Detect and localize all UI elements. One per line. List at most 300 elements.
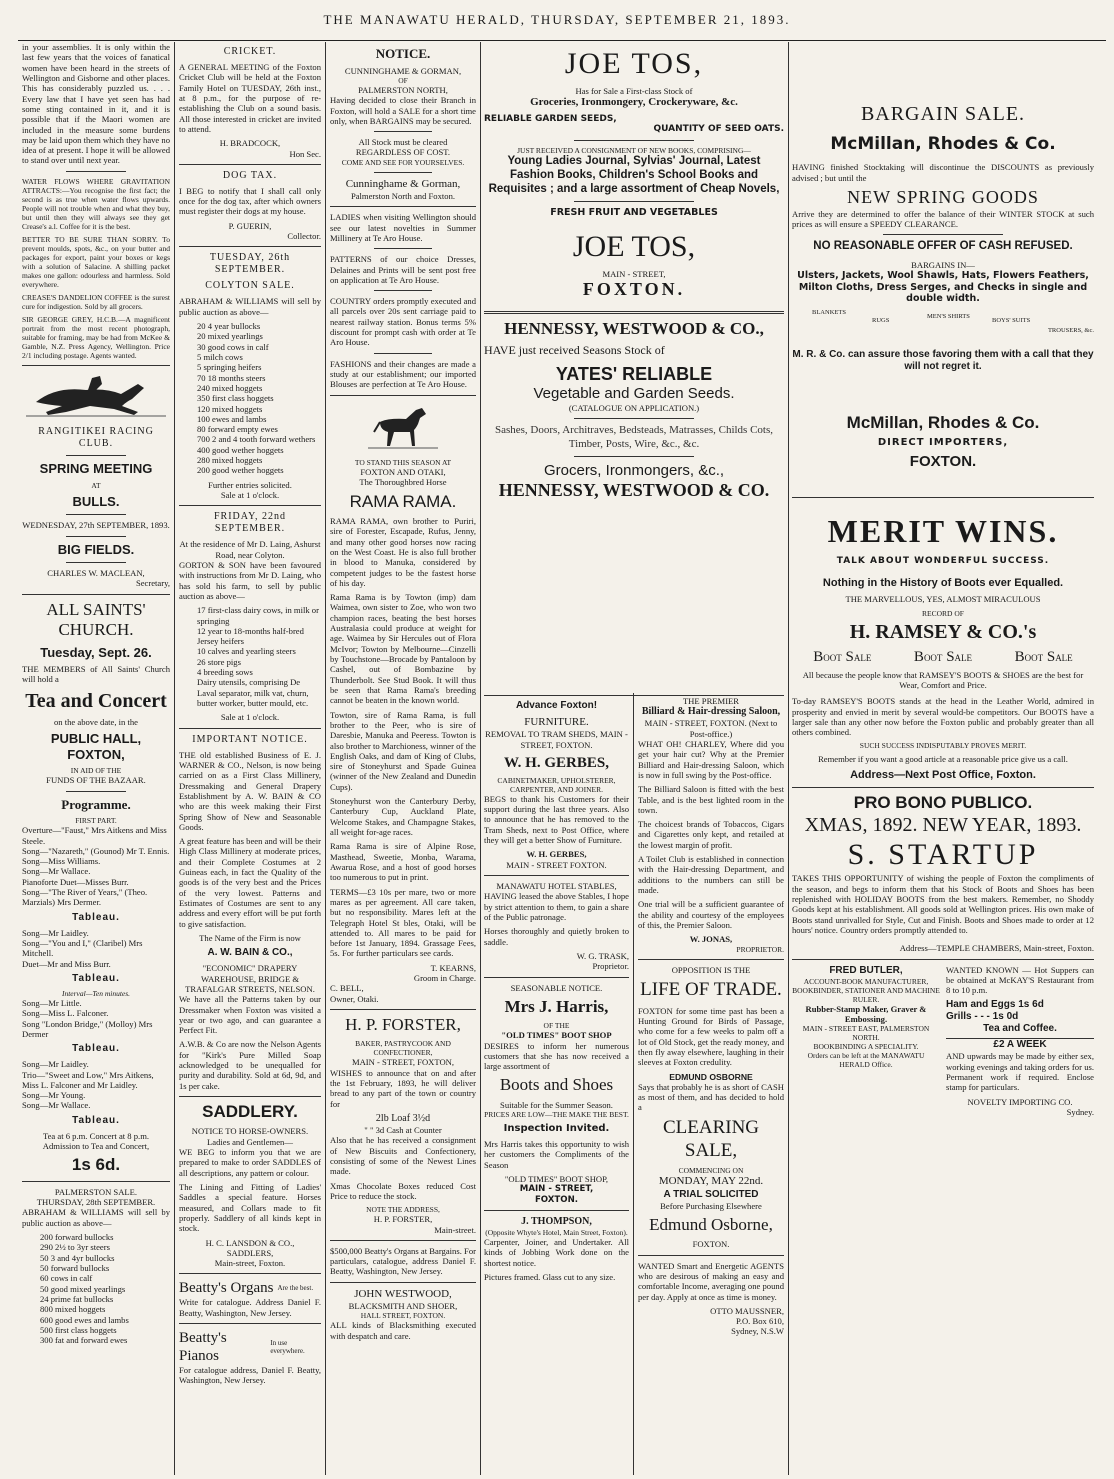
billiard-trial: One trial will be a sufficient guarantee of the ability and courtesy of the employees of this, the Premier Saloon.	[638, 899, 784, 930]
forster-street: Main-street.	[434, 1224, 476, 1235]
grills-price: Grills - - - 1s 0d	[946, 1011, 1019, 1023]
dog-tax-title: DOG TAX.	[222, 169, 278, 181]
harris-town: FOXTON.	[534, 1194, 579, 1205]
divider	[179, 1323, 321, 1324]
interval-label: Interval—Ten minutes.	[61, 988, 131, 998]
list-item: Dairy utensils, comprising De Laval separator, milk vat, churn, butter worker, butter mould, etc.	[197, 677, 309, 708]
stock-list	[179, 321, 321, 476]
divider	[330, 1009, 476, 1010]
boots-season: Suitable for the Summer Season.	[500, 1099, 613, 1110]
programme-item: Song—Miss Williams.	[22, 856, 101, 867]
harris-street: MAIN - STREET,	[519, 1184, 594, 1195]
startup-address: Address—TEMPLE CHAMBERS, Main-street, Foxton.	[899, 943, 1094, 954]
tableau-label: Tableau.	[72, 1043, 120, 1055]
sale-date: TUESDAY, 26th SEPTEMBER.	[209, 252, 291, 276]
list-item: 20 4 year bullocks	[197, 321, 261, 331]
osborne-name: EDMUND OSBORNE	[669, 1071, 753, 1082]
billiard-toilet: A Toilet Club is established in connection with the Hair-dressing Department, and additions to the numbers can still be made.	[638, 854, 784, 895]
tableau-label: Tableau.	[72, 1114, 120, 1126]
list-item: 4 breeding sows	[197, 667, 253, 678]
column-1	[22, 42, 170, 1475]
saddlers-label: SADDLERS,	[226, 1247, 274, 1258]
loaf-price-2: " " 3d Cash at Counter	[364, 1125, 442, 1135]
spring-goods-title: NEW SPRING GOODS	[847, 187, 1039, 208]
programme-item: Song—Mr Young.	[22, 1090, 86, 1101]
trousers-item: TROUSERS, &c.	[1047, 326, 1094, 334]
dog-tax-notice: I BEG to notify that I shall call only once for the dog tax, after which owners must register their dogs at my house.	[179, 185, 321, 217]
signature: P. GUERIN,	[228, 220, 272, 231]
opposition-label: OPPOSITION IS THE	[671, 964, 751, 975]
yates-catalogue: (CATALOGUE ON APPLICATION.)	[568, 403, 700, 414]
cunninghame-gorman-name: CUNNINGHAME & GORMAN,	[344, 65, 462, 76]
startup-title: S. STARTUP	[847, 838, 1039, 872]
novelty-city: Sydney.	[1066, 1107, 1094, 1118]
inspection-invited: Inspection Invited.	[503, 1123, 610, 1135]
hennessy-trade: Grocers, Ironmongers, &c.,	[543, 461, 725, 479]
on-above-label: on the above date, in the	[54, 716, 138, 727]
rama-rama-title: RAMA RAMA.	[349, 491, 457, 511]
of-the-label: OF THE	[543, 1021, 570, 1031]
programme-item: Song—Mr Little.	[22, 997, 82, 1008]
divider	[66, 171, 125, 172]
divider	[792, 787, 1094, 788]
joe-tos-title: JOE TOS,	[564, 47, 704, 80]
pro-bono-title: PRO BONO PUBLICO.	[853, 792, 1033, 812]
billiard-address: MAIN - STREET, FOXTON. (Next to Post-office.)	[644, 718, 778, 739]
gerbes-notice: BEGS to thank his Customers for their support during the last three years. Also to announce that he has removed to the Tram Sheds, next to Post Office, where they will get a better Show of Furniture.	[484, 793, 629, 846]
warner-notice: A great feature has been and will be their High Class Millinery at moderate prices, and their Complete Costumes at 2 Guineas each, in fact the Quality of the goods is of the very best and the Prices of the very lowest. Patterns and Estimates of Costumes are sent to any address and every effort will be put forth to give satisfaction.	[179, 836, 321, 929]
list-item: 60 cows in calf	[40, 1273, 93, 1284]
cricket-title: CRICKET.	[223, 46, 277, 57]
stables-horses: Horses thoroughly and quietly broken to saddle.	[484, 926, 629, 947]
gerbes-removal: REMOVAL TO TRAM SHEDS, MAIN - STREET, FOXTON.	[485, 729, 628, 750]
divider	[574, 418, 694, 419]
list-item: 400 good wether hoggets	[197, 444, 284, 455]
marvellous-label: THE MARVELLOUS, YES, ALMOST MIRACULOUS	[845, 594, 1041, 605]
harris-notice: DESIRES to inform her numerous customers that she has now received a large assortment of	[484, 1040, 629, 1072]
salutation: Ladies and Gentlemen—	[207, 1136, 293, 1147]
sale-time: Sale at 1 o'clock.	[220, 490, 280, 500]
programme-item: Song—Mr Wallace.	[22, 866, 91, 877]
beatty-pianos-advert	[179, 1329, 321, 1365]
divider	[574, 456, 694, 457]
divider	[66, 455, 125, 456]
sale-date: FRIDAY, 22nd SEPTEMBER.	[213, 511, 287, 535]
notice-title: NOTICE.	[375, 46, 431, 61]
divider	[330, 206, 476, 207]
groom-label: Groom in Charge.	[413, 973, 476, 984]
admission-price: 1s 6d.	[71, 1155, 121, 1175]
ramsey-address: Address—Next Post Office, Foxton.	[850, 768, 1036, 781]
admission-label: Admission to Tea and Concert,	[42, 1141, 150, 1152]
divider	[179, 1096, 321, 1097]
programme-list-2	[22, 928, 170, 969]
spacer	[792, 42, 1094, 102]
list-item: 290 2½ to 3yr steers	[40, 1242, 110, 1253]
seasonable-notice-title: SEASONABLE NOTICE.	[510, 982, 603, 993]
boots-history: Nothing in the History of Boots ever Equalled.	[822, 577, 1064, 590]
programme-item: Song—"Nazareth," (Gounod) Mr T. Ennis.	[22, 845, 170, 856]
programme-list-4	[22, 1059, 170, 1111]
merit-wins-title: MERIT WINS.	[827, 512, 1059, 549]
trask-name: W. G. TRASK,	[576, 950, 629, 961]
bargain-items	[792, 309, 1094, 349]
bulls-title: BULLS.	[72, 493, 120, 509]
bottom-adverts	[792, 965, 1094, 1118]
westwood-notice: ALL kinds of Blacksmithing executed with despatch and care.	[330, 1320, 476, 1341]
gerbes-name: W. H. GERBES,	[504, 754, 609, 771]
advert-salacine: BETTER TO BE SURE THAN SORRY. To prevent moulds, spots, &c., on your butter and packages for export, paint your boxes or kegs with a solution of Salacine. A shilling packet makes one gallon: odourless and harmless. Sold everywhere.	[22, 234, 170, 289]
cricket-notice: A GENERAL MEETING of the Foxton Cricket Club will be held at the Foxton Family Hotel on TUESDAY, 26th inst., at 8 p.m., for the purpose of re-establishing the Club on a sound basis. All those interested in cricket are invited to attend.	[179, 62, 321, 134]
mcmillan-arrive: Arrive they are determined to offer the balance of their WINTER STOCK at such prices as will ensure a SPEEDY CLEARANCE.	[792, 208, 1094, 229]
racehorse-jockey-image	[22, 372, 170, 420]
boot-sale-banner: BOOT SALE BOOT SALE BOOT SALE	[813, 648, 1073, 665]
mcmillan-title: McMillan, Rhodes & Co.	[830, 134, 1056, 154]
mcmillan-notice: HAVING finished Stocktaking will discontinue the DISCOUNTS as previously advised ; but until the	[792, 162, 1094, 183]
list-item: 5 springing heifers	[197, 362, 262, 373]
divider	[792, 497, 1094, 498]
horse-owners-notice: NOTICE TO HORSE-OWNERS.	[191, 1126, 309, 1137]
maussner-box: P.O. Box 610,	[736, 1316, 784, 1327]
divider	[374, 353, 432, 354]
colyton-notice: ABRAHAM & WILLIAMS will sell by public auction as above—	[179, 296, 321, 317]
shirts-item: MEN'S SHIRTS	[927, 312, 970, 320]
lansdon-name: H. C. LANSDON & CO.,	[205, 1237, 295, 1248]
bazaar-funds: FUNDS OF THE BAZAAR.	[46, 775, 146, 786]
horse-image	[330, 402, 476, 452]
divider	[374, 290, 432, 291]
joe-tos-seeds: RELIABLE GARDEN SEEDS,	[484, 113, 617, 124]
firm-name-label: The Name of the Firm is now	[199, 932, 301, 943]
programme-item: Song "London Bridge," (Molloy) Mrs Dermer	[22, 1018, 153, 1039]
joe-tos-forsale: Has for Sale a First-class Stock of	[575, 86, 693, 96]
divider	[374, 131, 432, 132]
programme-title: Programme.	[61, 796, 131, 812]
pianos-title: Beatty's Pianos	[179, 1330, 227, 1365]
trask-title: Proprietor.	[592, 961, 629, 972]
cg-name-2: Cunninghame & Gorman,	[345, 177, 461, 190]
mckay-notice: WANTED KNOWN — Hot Suppers can be obtained at McKAY'S Restaurant from 8 to 10 p.m.	[946, 964, 1094, 996]
advert-grey-portrait: SIR GEORGE GREY, H.C.B.—A magnificent portrait from the most recent photograph, suitable for framing, may be had from McKee & Gamble, N.Z. Press Agency, Wellington. Price 2/1 including postage. Agents wanted.	[22, 314, 170, 360]
joe-tos-fruit: FRESH FRUIT AND VEGETABLES	[550, 207, 718, 219]
programme-item: Duet—Mr and Miss Burr.	[22, 958, 111, 969]
divider	[66, 536, 125, 537]
masthead: THE MANAWATU HERALD, THURSDAY, SEPTEMBER 21, 1893.	[323, 12, 791, 27]
trial-solicited: A TRIAL SOLICITED	[663, 1188, 759, 1200]
palmerston-label: PALMERSTON NORTH,	[358, 84, 448, 95]
divider	[638, 959, 784, 960]
list-item: 200 good wether hoggets	[197, 465, 284, 476]
xmas-new-year: XMAS, 1892. NEW YEAR, 1893.	[804, 814, 1082, 837]
two-pound-week: £2 A WEEK	[946, 1038, 1094, 1051]
joe-tos-groceries: Groceries, Ironmongery, Crockeryware, &c.	[530, 96, 738, 109]
boots-prices: PRICES ARE LOW—THE MAKE THE BEST.	[484, 1110, 629, 1120]
forster-address: MAIN - STREET, FOXTON,	[351, 1057, 455, 1068]
list-item: 26 store pigs	[197, 656, 241, 667]
hennessy-goods: Sashes, Doors, Architraves, Bedsteads, Matrasses, Childs Cots, Timber, Posts, Wire, &c., &c.	[494, 424, 774, 450]
list-item: 24 prime fat bullocks	[40, 1293, 114, 1304]
thompson-address: (Opposite Whyte's Hotel, Main Street, Foxton).	[485, 1228, 628, 1238]
saddle-notice: The Lining and Fitting of Ladies' Saddles a special feature. Horses measured, and Collars made to fit properly. Saddlery of all kinds kept in stock.	[179, 1181, 321, 1234]
ramsey-today: To-day RAMSEY'S BOOTS stands at the head in the Leather World, admired in prosperity and envied in merit by several would-be competitors. Our BOOTS have a larger sale than any other now before the Foxton public and probably greater than all others combined.	[792, 696, 1094, 738]
gerbes-address: MAIN - STREET FOXTON.	[506, 859, 607, 870]
divider	[179, 505, 321, 506]
commencing-label: COMMENCING ON	[678, 1166, 744, 1176]
ramsey-remember: Remember if you want a good article at a reasonable price give us a call.	[818, 754, 1068, 765]
blankets-item: BLANKETS	[812, 308, 846, 316]
list-item: 50 good mixed yearlings	[40, 1283, 126, 1294]
cg-address: Palmerston North and Foxton.	[350, 190, 456, 201]
gerbes-trade: CABINETMAKER, UPHOLSTERER, CARPENTER, AND JOINER.	[497, 775, 616, 794]
maussner-city: Sydney, N.S.W	[731, 1326, 784, 1337]
sale-location: At the residence of Mr D. Laing, Ashurst Road, near Colyton.	[179, 539, 321, 560]
list-item: 10 calves and yearling steers	[197, 646, 296, 657]
list-item: 240 mixed hoggets	[197, 382, 263, 393]
sale-date: THURSDAY, 28th SEPTEMBER.	[36, 1197, 156, 1208]
tea-coffee: Tea and Coffee.	[983, 1023, 1057, 1035]
list-item: 300 fat and forward ewes	[40, 1335, 128, 1346]
mcmillan-assure: M. R. & Co. can assure those favoring them with a call that they will not regret it.	[792, 348, 1094, 372]
harris-thanks: Mrs Harris takes this opportunity to wish her customers the Compliments of the Season	[484, 1139, 629, 1170]
programme-item: Song—Miss L. Falconer.	[22, 1008, 109, 1019]
before-purchasing: Before Purchasing Elsewhere	[660, 1200, 762, 1211]
joe-tos-books: Young Ladies Journal, Sylvias' Journal, Latest Fashion Books, Children's School Books and Requisites ; and a large assortment of Cheap Novels,	[488, 155, 780, 195]
ramsey-success: SUCH SUCCESS INDISPUTABLY PROVES MERIT.	[859, 741, 1027, 751]
westwood-address: HALL STREET, FOXTON.	[360, 1311, 446, 1321]
programme-item: Song—Mr Wallace.	[22, 1100, 91, 1111]
advance-foxton-title: Advance Foxton!	[515, 700, 598, 711]
column-5	[792, 42, 1094, 1475]
direct-importers: DIRECT IMPORTERS,	[877, 436, 1009, 448]
public-hall-title: PUBLIC HALL, FOXTON,	[50, 731, 142, 762]
column-4b	[638, 696, 784, 1475]
pianos-tagline: In use everywhere.	[270, 1338, 305, 1356]
racing-club-title: RANGITIKEI RACING CLUB.	[38, 426, 154, 450]
divider	[374, 248, 432, 249]
thompson-name: J. THOMPSON,	[521, 1216, 592, 1228]
forster-name: H. P. FORSTER,	[345, 1015, 461, 1035]
stand-label: TO STAND THIS SEASON AT	[354, 457, 452, 467]
premier-label: THE PREMIER	[682, 696, 740, 706]
programme-item: Pianoforte Duet—Misses Burr.	[22, 876, 129, 887]
mcmillan-town: FOXTON.	[909, 452, 977, 470]
column-4a	[484, 696, 629, 1475]
divider	[484, 875, 629, 876]
joe-tos-title-2: JOE TOS,	[572, 229, 696, 263]
te-aro-country: COUNTRY orders promptly executed and all parcels over 20s sent carriage paid to nearest railway station. Bonus terms 5% discount for prompt cash with order at Te Aro House.	[330, 296, 476, 348]
list-item: 200 forward bullocks	[40, 1232, 114, 1243]
at-label: AT	[91, 480, 101, 490]
startup-notice: TAKES THIS OPPORTUNITY of wishing the people of Foxton the compliments of the season, and begs to inform them that his Stock of Boots and Shoes has been replenished with HOLIDAY BOOTS from the best makers. Remember, no Shoddy Goods kept at his establishment. All goods sold at Wellington prices. His own make of Boots stand unrivalled for Style, Cut and Finish. Boots and Shoes made to order at 12 hours' notice. Country orders promptly attended to.	[792, 873, 1094, 935]
ramsey-title: H. RAMSEY & CO.'s	[849, 620, 1037, 643]
organs-tagline: Are the best.	[277, 1284, 314, 1293]
list-item: 50 3 and 4yr bullocks	[40, 1252, 115, 1263]
divider	[484, 311, 784, 314]
opposition-notice: FOXTON for some time past has been a Hunting Ground for Birds of Passage, who come for a few weeks to palm off a lot of Old Stock, get the ready money, and then fly away elsewhere, laughing in their sleeves at Foxton credulity.	[638, 1005, 784, 1068]
hennessy-title: HENNESSY, WESTWOOD & CO.,	[504, 318, 764, 338]
divider	[792, 959, 1094, 960]
programme-list-1	[22, 825, 170, 908]
list-item: 600 good ewes and lambs	[40, 1314, 129, 1325]
osborne-notice: Says that probably he is as short of CASH as most of them, and has decided to hold a	[638, 1081, 784, 1113]
saddlery-title: SADDLERY.	[202, 1102, 298, 1121]
billiard-tobacco: The choicest brands of Tobaccos, Cigars and Cigarettes only kept, and retailed at the lowest margin of profit.	[638, 819, 784, 850]
list-item: 500 first class hoggets	[40, 1324, 117, 1335]
week-notice: AND upwards may be made by either sex, working evenings and taking orders for us. Permanent work if required. Enclose stamp for particulars.	[946, 1051, 1094, 1093]
forster-trade: BAKER, PASTRYCOOK AND CONFECTIONER,	[355, 1039, 451, 1058]
cg-notice: Having decided to close their Branch in Foxton, will hold a SALE for a short time only, when BARGAINS may be secured.	[330, 95, 476, 126]
signature-title: Hon Sec.	[289, 148, 321, 159]
big-fields-title: BIG FIELDS.	[57, 541, 135, 557]
tea-concert-title: Tea and Concert	[25, 689, 167, 712]
list-item: 800 mixed hoggets	[40, 1304, 106, 1315]
programme-item: Song—Mr Laidley.	[22, 1059, 89, 1070]
meeting-date: WEDNESDAY, 27th SEPTEMBER, 1893.	[22, 520, 170, 531]
important-notice-title: IMPORTANT NOTICE.	[192, 733, 308, 745]
rama-text: RAMA RAMA, own brother to Puriri, sire of Forester, Escapade, Rufus, Jenny, and many other good horses now racing on the West Coast. He is also full brother in blood to Manuka, considered by competent judges to be the fastest horse of his day.	[330, 515, 476, 588]
beatty-organs-advert	[179, 1279, 321, 1297]
divider	[574, 140, 694, 141]
column-divider	[174, 42, 175, 1475]
stables-title: MANAWATU HOTEL STABLES,	[496, 881, 617, 891]
column-4-top	[484, 42, 784, 690]
no-reasonable-offer: NO REASONABLE OFFER OF CASH REFUSED.	[813, 240, 1073, 253]
clearing-sale-title: CLEARING SALE,	[662, 1116, 760, 1161]
billiard-title: Billiard & Hair-dressing Saloon,	[641, 706, 781, 718]
harris-name: Mrs J. Harris,	[504, 996, 609, 1016]
cg-cleared: All Stock must be cleared REGARDLESS OF COST.	[355, 137, 451, 158]
owner-label: Owner, Otaki.	[330, 993, 379, 1004]
pianos-address: For catalogue address, Daniel F. Beatty, Washington, New Jersey.	[179, 1365, 321, 1386]
signature: H. BRADCOCK,	[219, 138, 281, 149]
rugs-item: RUGS	[872, 316, 890, 324]
column-divider	[325, 42, 326, 1475]
divider	[638, 1255, 784, 1256]
maussner-name: OTTO MAUSSNER,	[710, 1305, 784, 1316]
signature-title: Collector.	[287, 231, 321, 242]
stock-list	[179, 605, 321, 708]
yates-title: YATES' RELIABLE	[555, 363, 713, 384]
list-item: 120 mixed hoggets	[197, 403, 263, 414]
divider	[179, 246, 321, 247]
divider	[484, 977, 629, 978]
ham-eggs-price: Ham and Eggs 1s 6d	[946, 999, 1044, 1011]
article-text: in your assemblies. It is only within the last few years that the voices of fanatical women have been heard in the streets of Wellington and Gisborne and other places. This has considerably puzzled us. . . . Every law that I have yet seen has had some sting contained in it, and it is possible that if the Maori women are included in the measure some burdens may be laid upon them which they have no idea of at present. I hope it will be allowed to stand over until next year.	[22, 42, 170, 166]
kearns-name: T. KEARNS,	[430, 962, 476, 973]
wonderful-success: TALK ABOUT WONDERFUL SUCCESS.	[836, 556, 1050, 567]
colyton-sale-title: COLYTON SALE.	[205, 280, 295, 292]
old-times-label: "OLD TIMES" BOOT SHOP	[501, 1030, 612, 1041]
thoroughbred-label: The Thoroughbred Horse	[359, 477, 447, 488]
joe-tos-town: FOXTON.	[582, 279, 686, 300]
secretary-name: CHARLES W. MACLEAN,	[47, 568, 145, 579]
butler-name: FRED BUTLER,	[829, 964, 903, 976]
bain-address: "ECONOMIC" DRAPERY WAREHOUSE, BRIDGE & TRAFALGAR STREETS, NELSON.	[185, 963, 315, 994]
westwood-trade: BLACKSMITH AND SHOER,	[348, 1300, 458, 1311]
clearing-date: MONDAY, MAY 22nd.	[658, 1175, 764, 1188]
divider	[66, 791, 125, 792]
loaf-price: 2lb Loaf 3½d	[375, 1113, 431, 1124]
programme-item: Song—"The River of Years," (Theo. Marzials) Mrs Dermer.	[22, 887, 148, 908]
hennessy-notice: HAVE just received Seasons Stock of	[484, 343, 665, 358]
organs-address: Write for catalogue. Address Daniel F. Beatty, Washington, New Jersey.	[179, 1297, 321, 1318]
jonas-name: W. JONAS,	[689, 934, 733, 945]
life-of-trade-title: LIFE OF TRADE.	[640, 978, 782, 1000]
programme-list-3	[22, 998, 170, 1039]
thompson-trade: Carpenter, Joiner, and Undertaker. All kinds of Jobbing Work done on the shortest notice.	[484, 1237, 629, 1268]
spacer	[792, 373, 1094, 413]
bain-patterns: We have all the Patterns taken by our Dressmaker when Foxton was visited a year or two ago, and can guarantee a Perfect Fit.	[179, 994, 321, 1036]
palmerston-sale-title: PALMERSTON SALE.	[54, 1186, 138, 1197]
bargain-goods: Ulsters, Jackets, Wool Shawls, Hats, Flowers Feathers, Milton Cloths, Dress Serges, and Checks in single and double width.	[797, 270, 1089, 305]
butler-advert	[792, 965, 940, 1118]
cg-come: COME AND SEE FOR YOURSELVES.	[341, 157, 465, 167]
divider	[179, 1273, 321, 1274]
divider	[22, 1181, 170, 1182]
tea-time: Tea at 6 p.m. Concert at 8 p.m.	[42, 1130, 150, 1141]
list-item: 80 forward empty ewes	[197, 424, 278, 435]
column-divider	[633, 693, 634, 1475]
divider	[179, 728, 321, 729]
list-item: 12 year to 18-months half-bred Jersey heifers	[197, 625, 304, 647]
gorton-notice: GORTON & SON have been favoured with instructions from Mr D. Laing, who has sold his farm, to sell by public auction as above—	[179, 559, 321, 601]
te-aro-fashions: FASHIONS and their changes are made a study at our establishment; our imported Blouses are perfection at Te Aro House.	[330, 358, 476, 390]
mckay-advert	[946, 965, 1094, 1118]
billiard-notice: WHAT OH! CHARLEY, Where did you get your hair cut? Why at the Premier Billiard and Hair-dressing Saloon, which is now in full swing by the Post-office.	[638, 738, 784, 780]
column-2	[179, 42, 321, 1475]
divider	[330, 1240, 476, 1241]
thompson-pictures: Pictures framed. Glass cut to any size.	[484, 1271, 616, 1282]
hennessy-title-2: HENNESSY, WESTWOOD & CO.	[498, 479, 770, 500]
old-times-2: "OLD TIMES" BOOT SHOP,	[504, 1174, 609, 1185]
tableau-label: Tableau.	[72, 972, 120, 984]
forster-notice: WISHES to announce that on and after the 1st February, 1893, he will deliver bread to any part of the town or country for	[330, 1067, 476, 1109]
lansdon-address: Main-street, Foxton.	[214, 1258, 286, 1269]
divider	[66, 562, 125, 563]
advert-crease-water: WATER FLOWS WHERE GRAVITATION ATTRACTS:—You recognise the first fact; the second is as true when water flows upwards. People will not trouble when and what they buy, but until then they will always see they get Crease's a.l. Coffee for it is the best.	[22, 176, 170, 231]
programme-item: Overture—"Faust," Mrs Aitkens and Miss Steele.	[22, 825, 167, 846]
rama-text: Stoneyhurst won the Canterbury Derby, Canterbury Cup, Auckland Plate, Welcome Stakes, and Champagne Stakes, all weight for-age races.	[330, 796, 476, 838]
joe-tos-street: MAIN - STREET,	[602, 268, 666, 279]
divider	[22, 594, 170, 595]
bargains-in-label: BARGAINS IN—	[911, 260, 975, 271]
novelty-name: NOVELTY IMPORTING CO.	[967, 1096, 1073, 1107]
sale-time: Sale at 1 o'clock.	[220, 712, 280, 723]
jonas-title: PROPRIETOR.	[736, 944, 784, 954]
forster-name-2: H. P. FORSTER,	[373, 1214, 433, 1225]
secretary-title: Secretary,	[135, 578, 170, 589]
first-part-label: FIRST PART.	[75, 816, 117, 826]
divider	[66, 514, 125, 515]
forster-biscuits: Also that he has received a consignment of New Biscuits and Confectionery, consisting of some of the Newest Lines made.	[330, 1135, 476, 1177]
divider	[883, 234, 1004, 235]
list-item: 70 18 months steers	[197, 372, 266, 383]
divider	[330, 395, 476, 396]
billiard-saloon: The Billiard Saloon is fitted with the best Table, and is the best lighted room in the town.	[638, 784, 784, 815]
list-item: 280 mixed hoggets	[197, 455, 263, 466]
furniture-label: FURNITURE.	[524, 716, 589, 728]
saddle-notice: WE BEG to inform you that we are prepared to make to order SADDLES of all descriptions, any pattern or colour.	[179, 1147, 321, 1178]
rama-text: Rama Rama is by Towton (imp) dam Waimea, own sister to Zoe, who won two champion races, beating the best horses Australasia could produce at weight for age. Waimea by Sir Hercules out of Flora McIvor; Towton by Melbourne—Cinzelli by Touchstone—Brocade by Pantaloon by Cashel, out of Bombazine by Thunderbolt. See Stud Book. It will thus be seen that Rama Rama's breeding cannot be beaten in the known world.	[330, 592, 476, 706]
list-item: 700 2 and 4 tooth forward wethers	[197, 434, 316, 445]
list-item: 50 forward bullocks	[40, 1262, 110, 1273]
divider	[374, 172, 432, 173]
boots-shoes-title: Boots and Shoes	[499, 1075, 614, 1095]
church-date: Tuesday, Sept. 26.	[40, 644, 152, 660]
divider	[22, 365, 170, 366]
beatty-organs-bargain: $500,000 Beatty's Organs at Bargains. For particulars, catalogue, address Daniel F. Beatty, Washington, New Jersey.	[330, 1245, 476, 1277]
list-item: 20 mixed yearlings	[197, 331, 263, 342]
